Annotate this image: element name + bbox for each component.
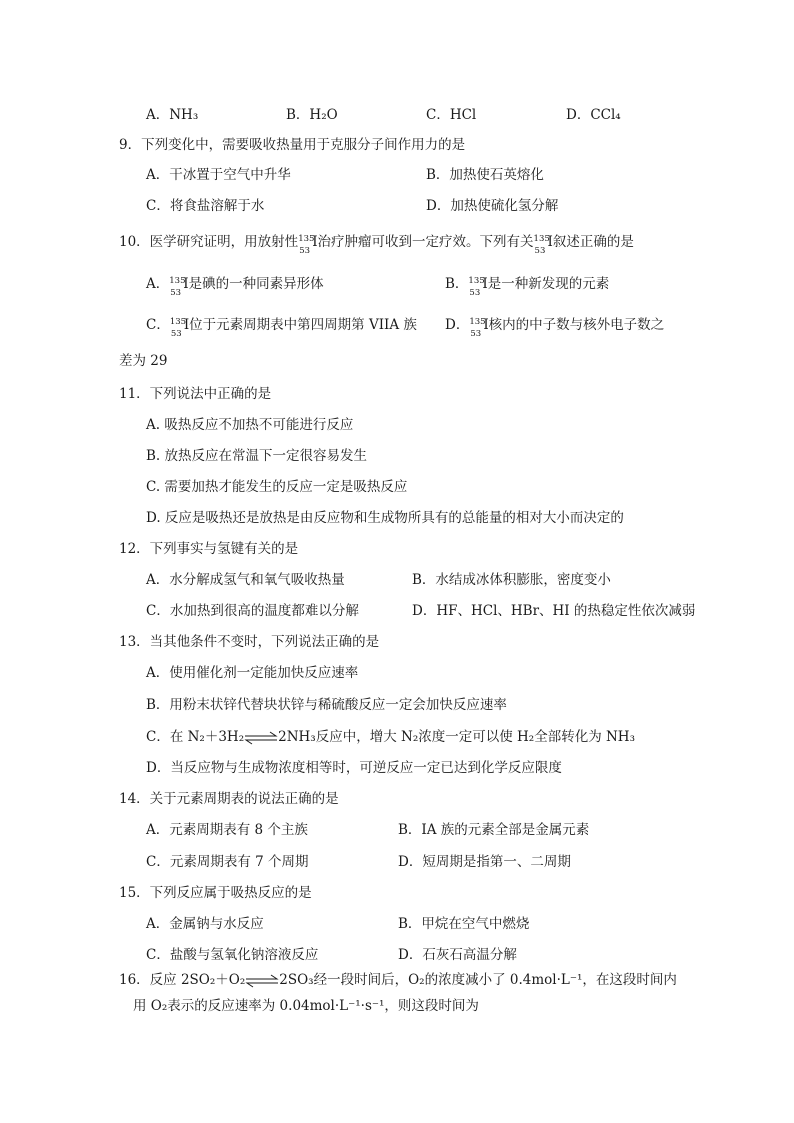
q14-option-c: C．元素周期表有 7 个周期	[146, 854, 309, 870]
q11-option-c: C. 需要加热才能发生的反应一定是吸热反应	[146, 479, 408, 495]
q16-stem: 16．反应 2SO₂＋O₂ 2SO₃经一段时间后，O₂的浓度减小了 0.4mol·L⁻¹，在这段时间内	[119, 972, 677, 988]
reversible-arrow-icon	[244, 731, 278, 745]
q14-option-a: A．元素周期表有 8 个主族	[146, 822, 308, 838]
q11-stem: 11．下列说法中正确的是	[119, 386, 272, 402]
q15-option-b: B．甲烷在空气中燃烧	[398, 916, 530, 932]
q9-stem: 9．下列变化中，需要吸收热量用于克服分子间作用力的是	[119, 137, 466, 153]
q10-stem-mid: I治疗肿瘤可收到一定疗效。下列有关	[312, 234, 534, 250]
q13-option-c: C．在 N₂＋3H₂ 2NH₃反应中，增大 N₂浓度一定可以使 H₂全部转化为 NH₃	[146, 729, 635, 745]
q15-stem: 15．下列反应属于吸热反应的是	[119, 885, 312, 901]
q12-stem: 12．下列事实与氢键有关的是	[119, 541, 299, 557]
q10-stem-post: I叙述正确的是	[547, 234, 634, 250]
q12-option-c: C．水加热到很高的温度都难以分解	[146, 603, 359, 619]
q9-option-d: D．加热使硫化氢分解	[426, 198, 559, 214]
q10-stem-pre: 10．医学研究证明，用放射性	[119, 234, 299, 250]
i135-isotope-notation: 135 53	[533, 234, 550, 256]
q13-option-a: A．使用催化剂一定能加快反应速率	[146, 665, 359, 681]
q13-stem: 13．当其他条件不变时，下列说法正确的是	[119, 634, 380, 650]
q14-option-b: B．ⅠA 族的元素全部是金属元素	[398, 822, 590, 838]
q13-option-d: D．当反应物与生成物浓度相等时，可逆反应一定已达到化学反应限度	[146, 760, 562, 776]
q15-option-a: A．金属钠与水反应	[146, 916, 264, 932]
reversible-arrow-icon	[245, 974, 279, 988]
q8-option-a: A．NH₃	[146, 107, 199, 123]
q10-option-d: D． 135 53 I核内的中子数与核外电子数之	[445, 317, 665, 339]
q12-option-a: A．水分解成氢气和氧气吸收热量	[146, 572, 345, 588]
q10-option-a: A． 135 53 I是碘的一种同素异形体	[146, 276, 324, 298]
q10-option-d-continued: 差为 29	[119, 353, 168, 369]
q10-stem	[119, 233, 634, 256]
q11-option-a: A. 吸热反应不加热不可能进行反应	[146, 417, 354, 433]
q11-option-b: B. 放热反应在常温下一定很容易发生	[146, 448, 368, 464]
q10-option-b: B． 135 53 I是一种新发现的元素	[445, 276, 610, 298]
q10-option-c: C． 135 53 I位于元素周期表中第四周期第 VIIA 族	[146, 317, 417, 339]
q12-option-d: D．HF、HCl、HBr、HI 的热稳定性依次减弱	[412, 603, 696, 619]
q9-option-c: C．将食盐溶解于水	[146, 198, 265, 214]
q11-option-d: D. 反应是吸热还是放热是由反应物和生成物所具有的总能量的相对大小而决定的	[146, 510, 624, 526]
q8-option-d: D．CCl₄	[566, 107, 621, 123]
q9-option-a: A．干冰置于空气中升华	[146, 167, 291, 183]
q8-option-c: C．HCl	[426, 107, 477, 123]
q14-stem: 14．关于元素周期表的说法正确的是	[119, 791, 339, 807]
q13-option-b: B．用粉末状锌代替块状锌与稀硫酸反应一定会加快反应速率	[146, 697, 507, 713]
q15-option-c: C．盐酸与氢氧化钠溶液反应	[146, 947, 319, 963]
q16-stem-line2: 用 O₂表示的反应速率为 0.04mol·L⁻¹·s⁻¹，则这段时间为	[133, 998, 479, 1014]
q12-option-b: B．水结成冰体积膨胀，密度变小	[412, 572, 611, 588]
q9-option-b: B．加热使石英熔化	[426, 167, 544, 183]
q15-option-d: D．石灰石高温分解	[398, 947, 517, 963]
i135-isotope-notation: 135 53	[298, 234, 315, 256]
q8-option-b: B．H₂O	[286, 107, 338, 123]
q14-option-d: D．短周期是指第一、二周期	[398, 854, 571, 870]
